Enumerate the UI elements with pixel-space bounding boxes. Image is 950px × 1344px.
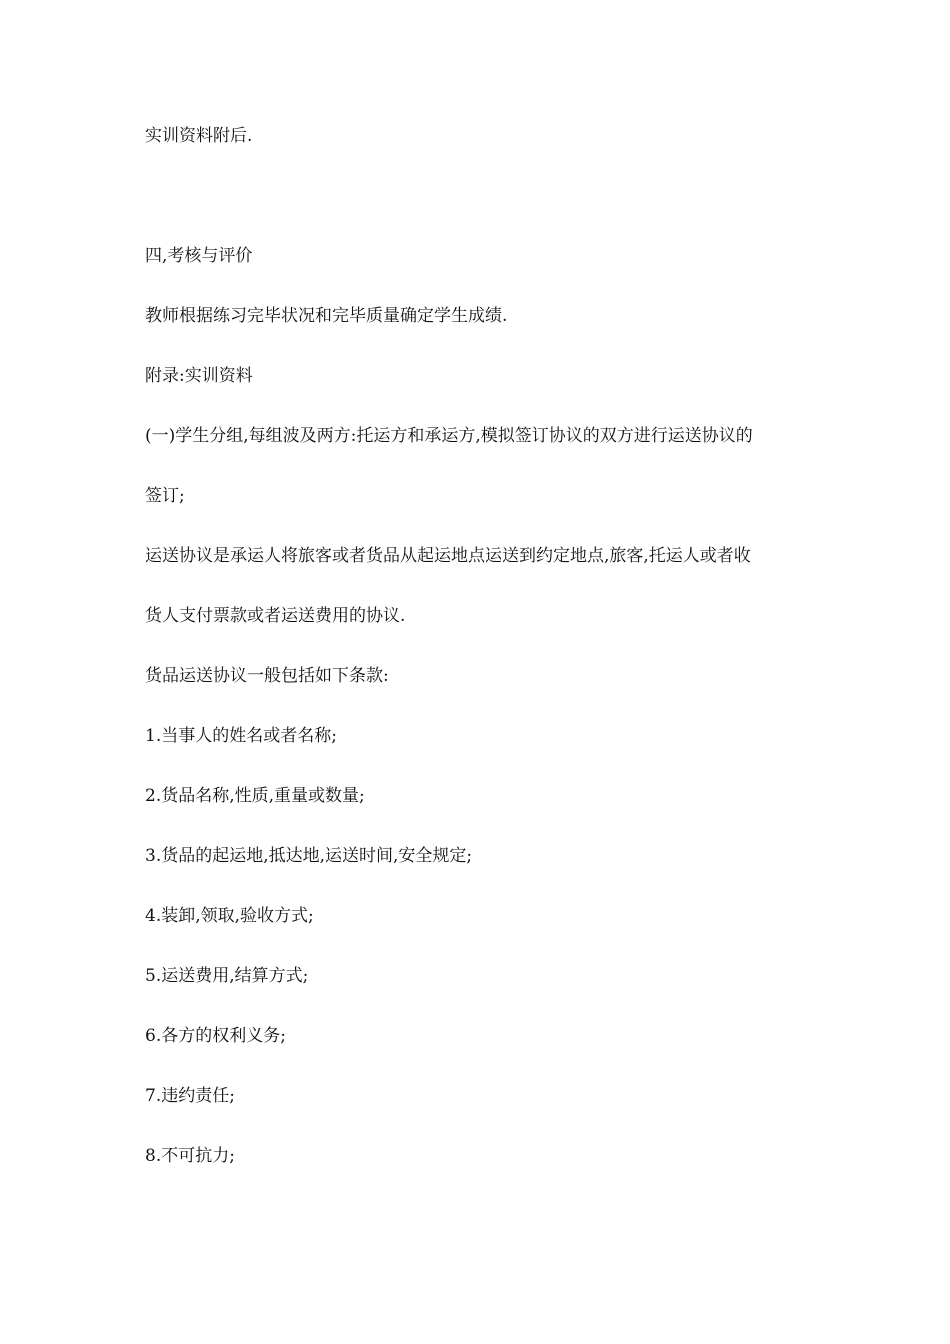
paragraph-attachment-note: 实训资料附后. <box>145 126 253 146</box>
appendix-heading: 附录:实训资料 <box>145 366 253 386</box>
clause-item-8: 8.不可抗力; <box>145 1146 235 1166</box>
section-heading-assessment: 四,考核与评价 <box>145 246 253 266</box>
clause-item-7: 7.违约责任; <box>145 1086 235 1106</box>
paragraph-definition-line-2: 货人支付票款或者运送费用的协议. <box>145 606 406 626</box>
clause-item-5: 5.运送费用,结算方式; <box>145 966 309 986</box>
clause-item-1: 1.当事人的姓名或者名称; <box>145 726 337 746</box>
paragraph-grouping-line-2: 签订; <box>145 486 185 506</box>
paragraph-grading: 教师根据练习完毕状况和完毕质量确定学生成绩. <box>145 306 508 326</box>
clause-item-4: 4.装卸,领取,验收方式; <box>145 906 314 926</box>
clauses-intro: 货品运送协议一般包括如下条款: <box>145 666 389 686</box>
clause-item-6: 6.各方的权利义务; <box>145 1026 286 1046</box>
paragraph-definition-line-1: 运送协议是承运人将旅客或者货品从起运地点运送到约定地点,旅客,托运人或者收 <box>145 546 751 566</box>
clause-item-3: 3.货品的起运地,抵达地,运送时间,安全规定; <box>145 846 473 866</box>
paragraph-grouping-line-1: (一)学生分组,每组波及两方:托运方和承运方,模拟签订协议的双方进行运送协议的 <box>145 426 753 446</box>
clause-item-2: 2.货品名称,性质,重量或数量; <box>145 786 365 806</box>
